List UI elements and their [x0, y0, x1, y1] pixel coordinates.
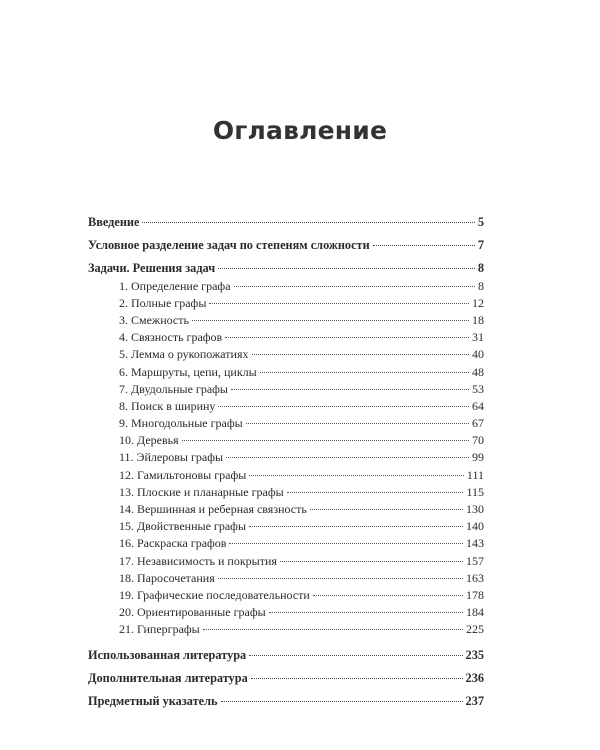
toc-chapter[interactable] — [88, 278, 484, 295]
dot-leader — [287, 492, 464, 493]
dot-leader — [313, 595, 463, 596]
dot-leader — [221, 701, 463, 702]
toc-entry-page: 7 — [477, 238, 484, 253]
toc-entry-page: 111 — [466, 467, 484, 482]
toc-entry-difficulty[interactable] — [88, 237, 484, 254]
toc-chapter[interactable] — [88, 570, 484, 587]
toc-entry-page: 12 — [472, 295, 484, 310]
toc-chapter[interactable] — [88, 312, 484, 329]
toc-entry-page: 178 — [466, 587, 484, 602]
toc-entry-label: 19. Графические последовательности — [119, 587, 310, 602]
toc-entry-page: 40 — [472, 347, 484, 362]
page-title: Оглавление — [212, 116, 388, 145]
toc-entry-label: 15. Двойственные графы — [119, 519, 247, 534]
dot-leader — [226, 457, 469, 458]
toc-entry-page: 64 — [472, 398, 484, 413]
toc-chapter[interactable] — [88, 432, 484, 449]
dot-leader — [251, 678, 463, 679]
toc-entry-page: 236 — [465, 670, 484, 685]
toc-entry-label: 18. Паросочетания — [119, 570, 215, 585]
toc-entry-label: 13. Плоские и планарные графы — [119, 484, 284, 499]
toc-chapter[interactable] — [88, 364, 484, 381]
toc-entry-label: 8. Поиск в ширину — [119, 398, 216, 413]
toc-chapter[interactable] — [88, 329, 484, 346]
toc-chapter[interactable] — [88, 295, 484, 312]
dot-leader — [231, 389, 469, 390]
toc-chapter[interactable] — [88, 501, 484, 518]
table-of-contents — [88, 214, 484, 710]
toc-entry-label: 14. Вершинная и реберная связность — [119, 502, 307, 516]
dot-leader — [249, 526, 463, 527]
toc-chapter[interactable] — [88, 484, 484, 501]
toc-entry-label: 1. Определение графа — [119, 278, 231, 293]
dot-leader — [182, 440, 469, 441]
toc-entry-page: 237 — [465, 693, 484, 708]
dot-leader — [249, 475, 464, 476]
toc-entry-label: 17. Независимость и покрытия — [119, 553, 277, 568]
toc-entry-page: 8 — [478, 278, 484, 293]
toc-chapter[interactable] — [88, 621, 484, 638]
dot-leader — [209, 303, 469, 304]
toc-chapter[interactable] — [88, 535, 484, 552]
toc-entry-page: 130 — [466, 502, 484, 516]
toc-entry-page: 225 — [466, 622, 484, 637]
toc-entry-label: 21. Гиперграфы — [119, 622, 200, 637]
toc-entry-intro[interactable] — [88, 214, 484, 231]
toc-entry-page: 184 — [466, 605, 484, 620]
toc-entry-label: Дополнительная литература — [88, 670, 248, 685]
toc-entry-page: 53 — [472, 381, 484, 396]
toc-entry-page: 99 — [472, 450, 484, 465]
toc-chapter[interactable] — [88, 415, 484, 432]
toc-entry-page: 67 — [472, 416, 484, 431]
dot-leader — [310, 509, 463, 510]
toc-entry-label: Введение — [88, 215, 140, 229]
toc-entry-references[interactable] — [88, 647, 484, 664]
toc-entry-label: 16. Раскраска графов — [119, 536, 227, 551]
toc-entry-label: 12. Гамильтоновы графы — [119, 467, 247, 482]
dot-leader — [142, 222, 474, 223]
toc-entry-page: 235 — [465, 647, 484, 662]
toc-entry-label: 4. Связность графов — [119, 330, 223, 345]
toc-entry-page: 115 — [466, 484, 484, 499]
toc-entry-label: Предметный указатель — [88, 693, 218, 708]
toc-chapter[interactable] — [88, 518, 484, 535]
toc-chapter[interactable] — [88, 398, 484, 415]
toc-chapter[interactable] — [88, 587, 484, 604]
toc-entry-page: 140 — [466, 519, 484, 534]
dot-leader — [246, 423, 469, 424]
toc-entry-page: 48 — [472, 364, 484, 379]
toc-chapter[interactable] — [88, 346, 484, 363]
toc-chapter[interactable] — [88, 467, 484, 484]
toc-entry-page: 157 — [466, 553, 484, 568]
toc-entry-page: 143 — [466, 536, 484, 551]
dot-leader — [218, 406, 469, 407]
dot-leader — [260, 372, 469, 373]
toc-chapter[interactable] — [88, 381, 484, 398]
toc-chapter[interactable] — [88, 449, 484, 466]
dot-leader — [192, 320, 469, 321]
toc-entry-label: 9. Многодольные графы — [119, 416, 243, 431]
toc-chapter[interactable] — [88, 604, 484, 621]
toc-entry-page: 70 — [472, 433, 484, 448]
toc-entry-label: Использованная литература — [88, 647, 247, 662]
toc-entry-label: Условное разделение задач по степеням сложности — [88, 238, 370, 253]
dot-leader — [234, 286, 475, 287]
dot-leader — [225, 337, 469, 338]
toc-entry-label: 6. Маршруты, цепи, циклы — [119, 364, 257, 379]
dot-leader — [373, 245, 475, 246]
dot-leader — [229, 543, 463, 544]
toc-entry-page: 8 — [477, 261, 484, 276]
toc-entry-label: 5. Лемма о рукопожатиях — [119, 347, 249, 362]
toc-entry-page: 18 — [472, 312, 484, 327]
toc-entry-label: 20. Ориентированные графы — [119, 605, 266, 620]
dot-leader — [218, 578, 463, 579]
toc-entry-page: 5 — [477, 215, 484, 229]
toc-entry-page: 163 — [466, 570, 484, 585]
dot-leader — [280, 561, 463, 562]
toc-entry-label: 7. Двудольные графы — [119, 381, 228, 396]
toc-entry-label: 10. Деревья — [119, 433, 179, 448]
toc-entry-problems[interactable] — [88, 260, 484, 277]
toc-entry-label: Задачи. Решения задач — [88, 261, 216, 276]
toc-entry-subject-index[interactable] — [88, 693, 484, 710]
toc-entry-label: 11. Эйлеровы графы — [119, 450, 224, 465]
dot-leader — [252, 354, 470, 355]
dot-leader — [249, 655, 462, 656]
toc-entry-page: 31 — [472, 330, 484, 345]
dot-leader — [203, 629, 463, 630]
toc-entry-label: 3. Смежность — [119, 312, 189, 327]
toc-entry-further-reading[interactable] — [88, 670, 484, 687]
dot-leader — [218, 268, 475, 269]
dot-leader — [269, 612, 463, 613]
toc-chapter[interactable] — [88, 553, 484, 570]
toc-entry-label: 2. Полные графы — [119, 295, 207, 310]
